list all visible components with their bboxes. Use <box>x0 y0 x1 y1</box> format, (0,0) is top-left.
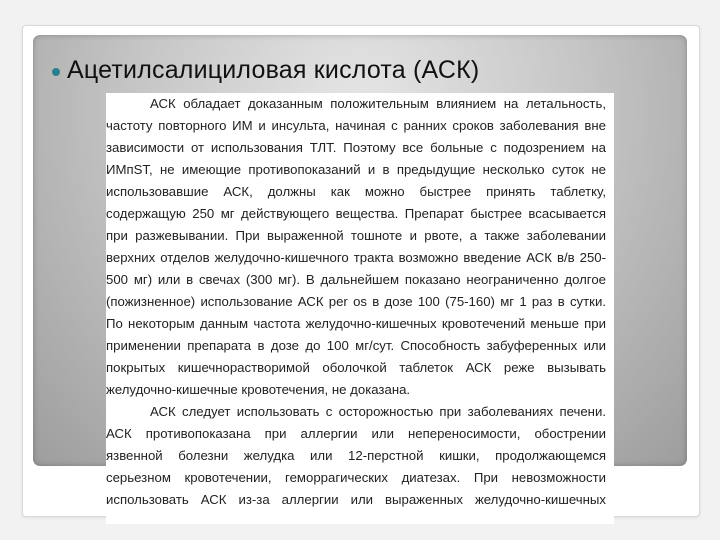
text-line: использовать АСК из-за аллергии или выраженных желудочно-кишечных <box>106 492 606 507</box>
text-line: По некоторым данным частота желудочно-кишечных кровотечений меньше при <box>106 316 606 331</box>
text-line: частоту повторного ИМ и инсульта, начиная с ранних сроков заболевания вне <box>106 118 606 133</box>
text-line: АСК обладает доказанным положительным влиянием на летальность, <box>150 96 606 111</box>
text-line: серьезном кровотечении, геморрагических диатезах. При невозможности <box>106 470 606 485</box>
title-row <box>52 53 479 87</box>
text-line: 500 мг) или в свечах (300 мг). В дальнейшем показано неограниченно долгое <box>106 272 606 287</box>
slide-title: Ацетилсалициловая кислота (АСК) <box>67 55 480 84</box>
text-line: ИМпST, не имеющие противопоказаний и в предыдущие несколько суток не <box>106 162 606 177</box>
text-line: (пожизненное) использование АСК per os в дозе 100 (75-160) мг 1 раз в сутки. <box>106 294 606 309</box>
text-line: желудочно-кишечные кровотечения, не доказана. <box>106 382 411 397</box>
text-line: применении препарата в дозе до 100 мг/сут. Способность забуференных или <box>106 338 606 353</box>
text-line: содержащую 250 мг действующего вещества. Препарат быстрее всасывается <box>106 206 606 221</box>
text-line: верхних отделов желудочно-кишечного тракта возможно введение АСК в/в 250- <box>106 250 606 265</box>
text-line: зависимости от использования ТЛТ. Поэтому все больные с подозрением на <box>106 140 606 155</box>
text-line: при разжевывании. При выраженной тошноте и рвоте, а также заболевании <box>106 228 606 243</box>
text-line: АСК противопоказана при аллергии или непереносимости, обострении <box>106 426 606 441</box>
text-line: АСК следует использовать с осторожностью при заболеваниях печени. <box>150 404 606 419</box>
text-line: покрытых кишечнорастворимой оболочкой таблеток АСК реже вызывать <box>106 360 606 375</box>
text-line: язвенной болезни желудка или 12-перстной кишки, продолжающемся <box>106 448 606 463</box>
bullet-icon <box>52 68 60 76</box>
text-image <box>106 93 614 524</box>
text-line: использовавшие АСК, должны как можно быстрее принять таблетку, <box>106 184 606 199</box>
